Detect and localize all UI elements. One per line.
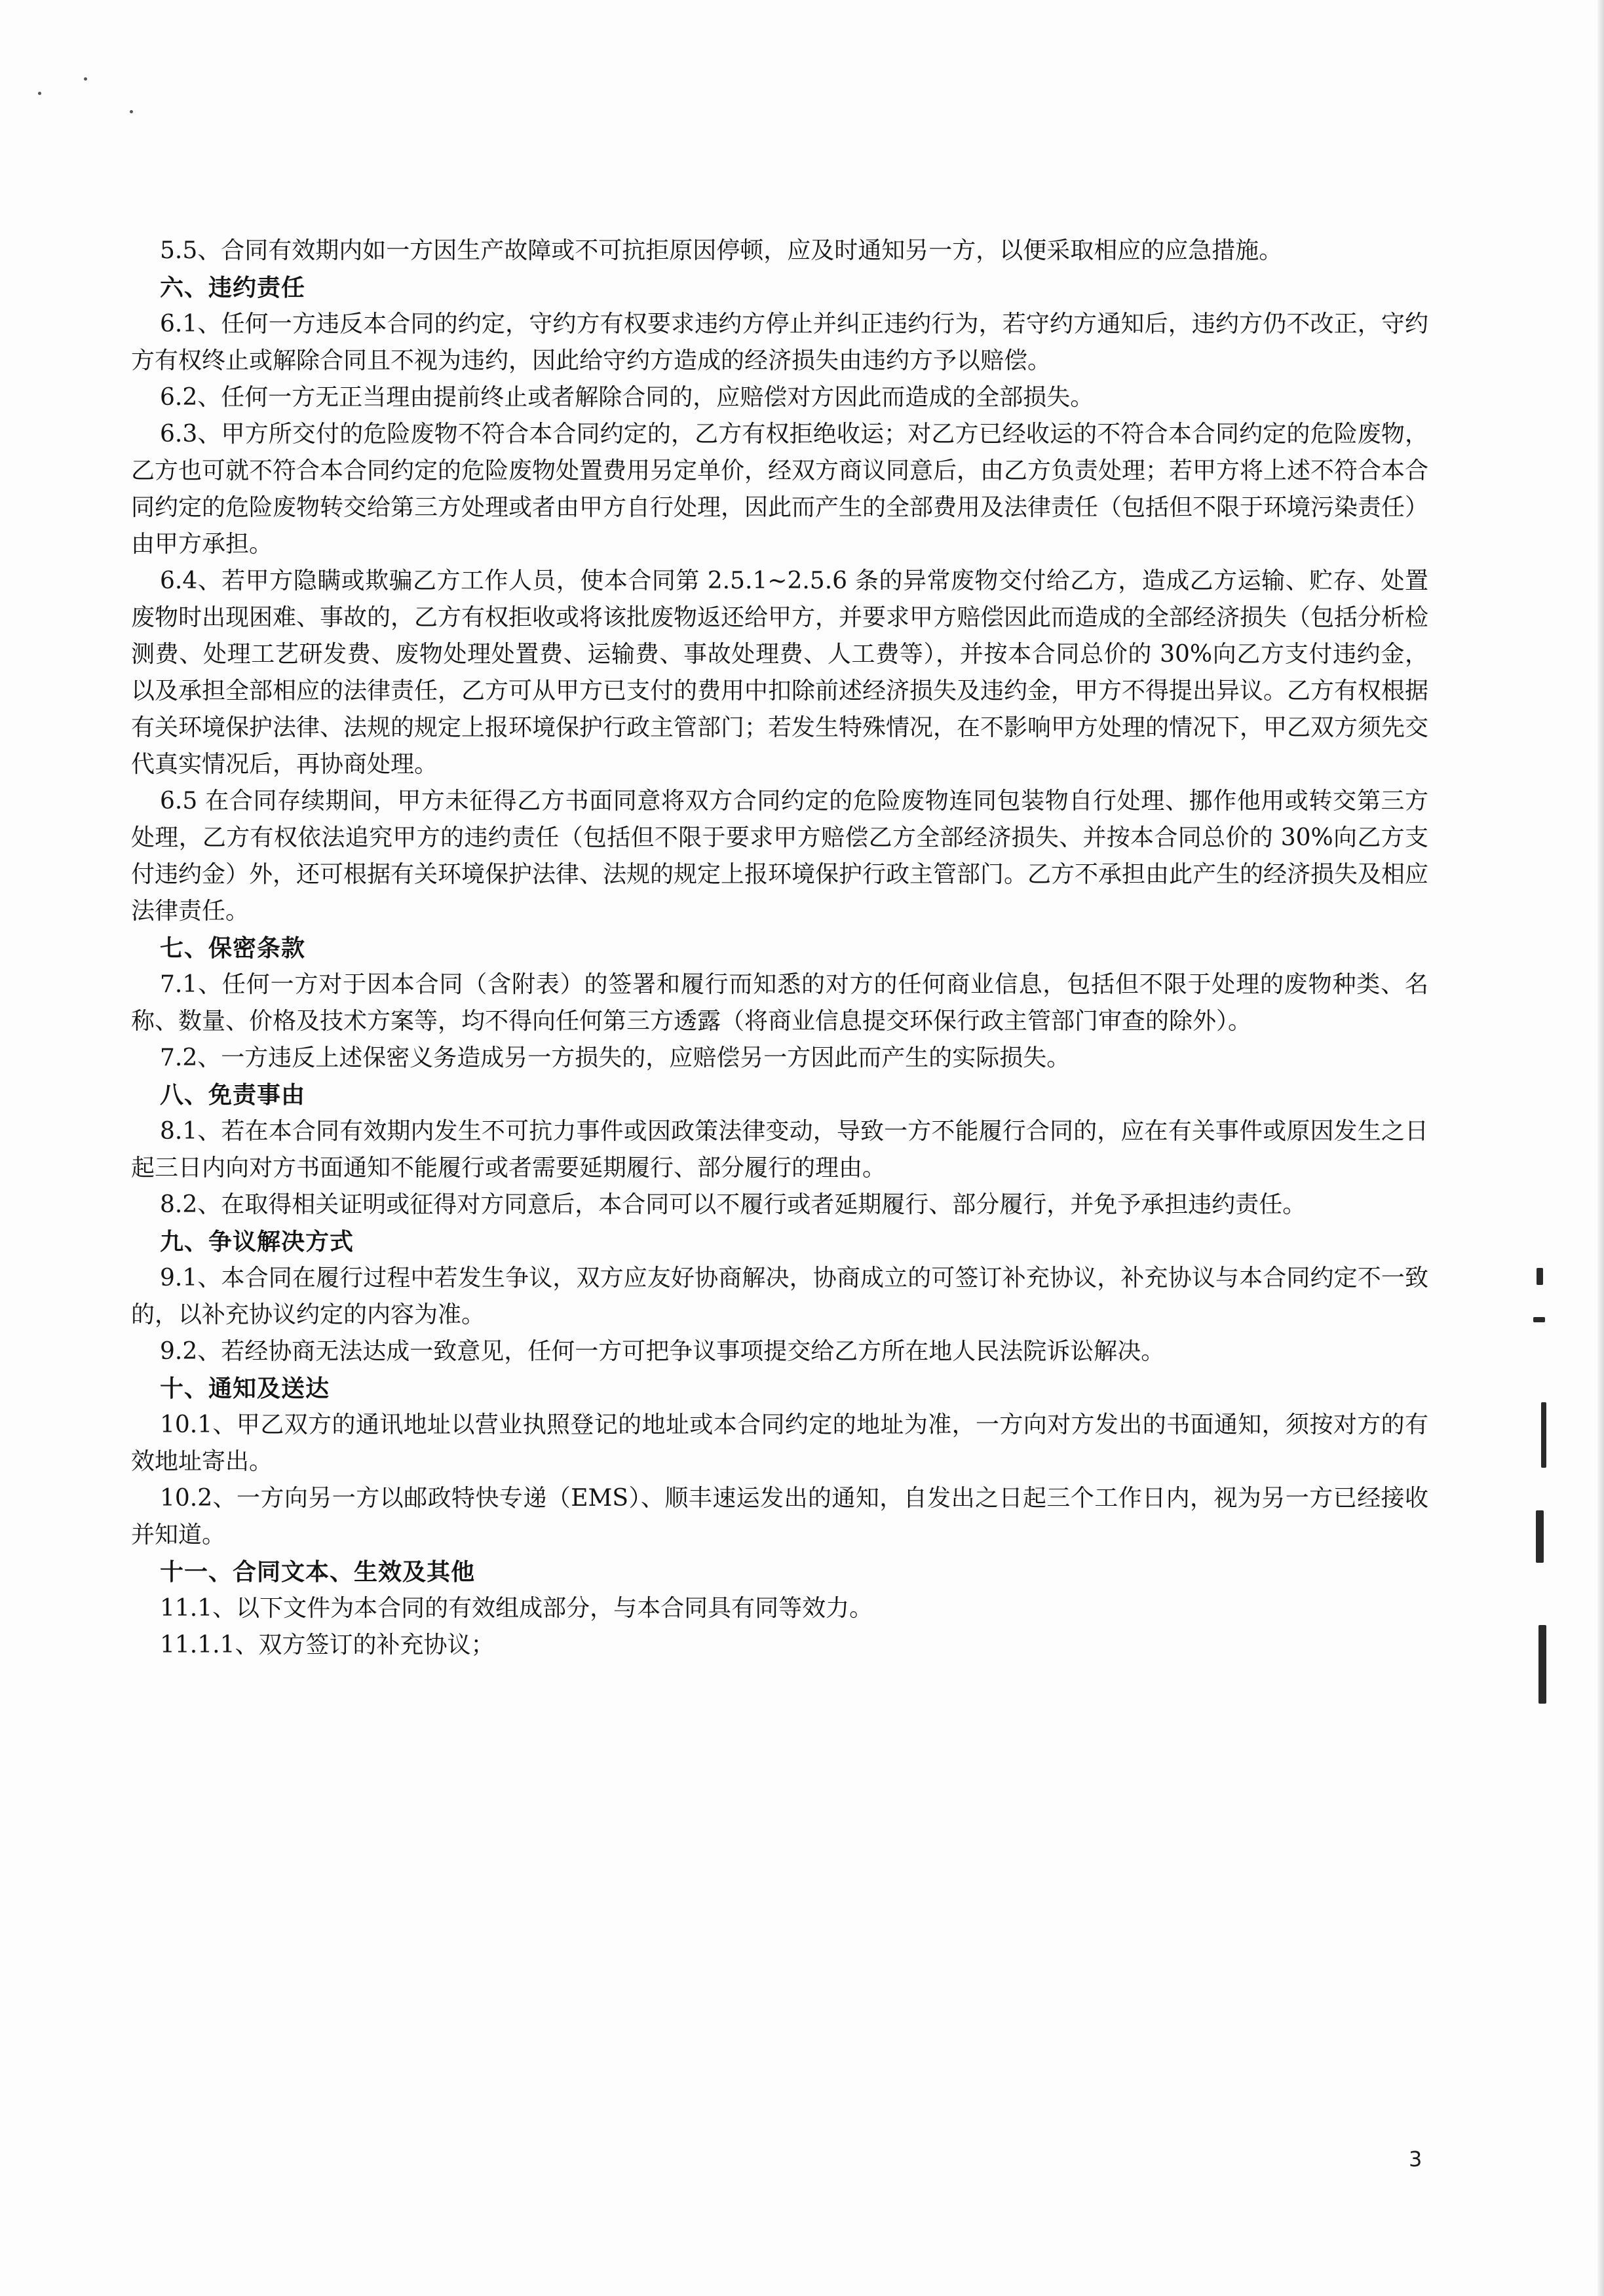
clause-7-2: 7.2、一方违反上述保密义务造成另一方损失的，应赔偿另一方因此而产生的实际损失。 xyxy=(160,1044,1071,1071)
clause-6-4: 6.4、若甲方隐瞒或欺骗乙方工作人员，使本合同第 2.5.1~2.5.6 条的异常废物交付给乙方，造成乙方运输、贮存、处置废物时出现困难、事故的，乙方有权拒收或将该批废物返还给甲方，并要求甲方赔偿因此而造成的全部经济损失（包括分析检测费、处理工艺研发费、废物处理处置费、运输费、事故处理费、人工费等），并按本合同总价的 30%向乙方支付违约金，以及承担全部相应的法律责任，乙方可从甲方已支付的费用中扣除前述经济损失及违约金，甲方不得提出异议。乙方有权根据有关环境保护法律、法规的规定上报环境保护行政主管部门；若发生特殊情况，在不影响甲方处理的情况下，甲乙双方须先交代真实情况后，再协商处理。 xyxy=(131,567,1429,778)
clause-7-1: 7.1、任何一方对于因本合同（含附表）的签署和履行而知悉的对方的任何商业信息，包括但不限于处理的废物种类、名称、数量、价格及技术方案等，均不得向任何第三方透露（将商业信息提交环保行政主管部门审查的除外）。 xyxy=(131,971,1428,1035)
clause-11-1-1: 11.1.1、双方签订的补充协议； xyxy=(160,1632,495,1658)
margin-seal-mark xyxy=(1541,1402,1546,1468)
scan-edge-shadow xyxy=(1597,0,1604,2296)
clause-9-1: 9.1、本合同在履行过程中若发生争议，双方应友好协商解决，协商成立的可签订补充协议，补充协议与本合同约定不一致的，以补充协议约定的内容为准。 xyxy=(131,1265,1428,1328)
clause-8-2: 8.2、在取得相关证明或征得对方同意后，本合同可以不履行或者延期履行、部分履行，并免予承担违约责任。 xyxy=(160,1191,1307,1218)
section-heading-7: 七、保密条款 xyxy=(160,934,306,962)
margin-seal-mark xyxy=(1536,1510,1544,1563)
clause-6-2: 6.2、任何一方无正当理由提前终止或者解除合同的，应赔偿对方因此而造成的全部损失。 xyxy=(160,384,1094,411)
section-heading-10: 十、通知及送达 xyxy=(160,1375,330,1402)
section-heading-9: 九、争议解决方式 xyxy=(160,1228,354,1255)
scan-speck xyxy=(38,92,41,95)
margin-seal-mark xyxy=(1538,1625,1546,1704)
page-number: 3 xyxy=(1409,2147,1423,2172)
scan-speck xyxy=(84,77,87,81)
clause-9-2: 9.2、若经协商无法达成一致意见，任何一方可把争议事项提交给乙方所在地人民法院诉讼解决。 xyxy=(160,1338,1165,1365)
clause-11-1: 11.1、以下文件为本合同的有效组成部分，与本合同具有同等效力。 xyxy=(160,1595,873,1622)
section-heading-6: 六、违约责任 xyxy=(160,274,306,301)
contract-body xyxy=(131,233,1428,1664)
clause-8-1: 8.1、若在本合同有效期内发生不可抗力事件或因政策法律变动，导致一方不能履行合同的，应在有关事件或原因发生之日起三日内向对方书面通知不能履行或者需要延期履行、部分履行的理由。 xyxy=(131,1118,1428,1181)
clause-6-5: 6.5 在合同存续期间，甲方未征得乙方书面同意将双方合同约定的危险废物连同包装物自行处理、挪作他用或转交第三方处理，乙方有权依法追究甲方的违约责任（包括但不限于要求甲方赔偿乙方全部经济损失、并按本合同总价的 30%向乙方支付违约金）外，还可根据有关环境保护法律、法规的规定上报环境保护行政主管部门。乙方不承担由此产生的经济损失及相应法律责任。 xyxy=(131,788,1429,925)
section-heading-11: 十一、合同文本、生效及其他 xyxy=(160,1558,476,1586)
clause-10-2: 10.2、一方向另一方以邮政特快专递（EMS）、顺丰速运发出的通知，自发出之日起三个工作日内，视为另一方已经接收并知道。 xyxy=(131,1485,1428,1548)
clause-10-1: 10.1、甲乙双方的通讯地址以营业执照登记的地址或本合同约定的地址为准，一方向对方发出的书面通知，须按对方的有效地址寄出。 xyxy=(131,1411,1428,1475)
clause-5-5: 5.5、合同有效期内如一方因生产故障或不可抗拒原因停顿，应及时通知另一方，以便采取相应的应急措施。 xyxy=(160,237,1283,264)
clause-6-1: 6.1、任何一方违反本合同的约定，守约方有权要求违约方停止并纠正违约行为，若守约方通知后，违约方仍不改正，守约方有权终止或解除合同且不视为违约，因此给守约方造成的经济损失由违约方予以赔偿。 xyxy=(131,311,1428,374)
margin-seal-mark xyxy=(1537,1268,1543,1285)
section-heading-8: 八、免责事由 xyxy=(160,1081,306,1109)
clause-6-3: 6.3、甲方所交付的危险废物不符合本合同约定的，乙方有权拒绝收运；对乙方已经收运的不符合本合同约定的危险废物，乙方也可就不符合本合同约定的危险废物处置费用另定单价，经双方商议同意后，由乙方负责处理；若甲方将上述不符合本合同约定的危险废物转交给第三方处理或者由甲方自行处理，因此而产生的全部费用及法律责任（包括但不限于环境污染责任）由甲方承担。 xyxy=(131,421,1429,558)
margin-seal-mark xyxy=(1533,1317,1545,1322)
scan-speck xyxy=(130,110,133,113)
